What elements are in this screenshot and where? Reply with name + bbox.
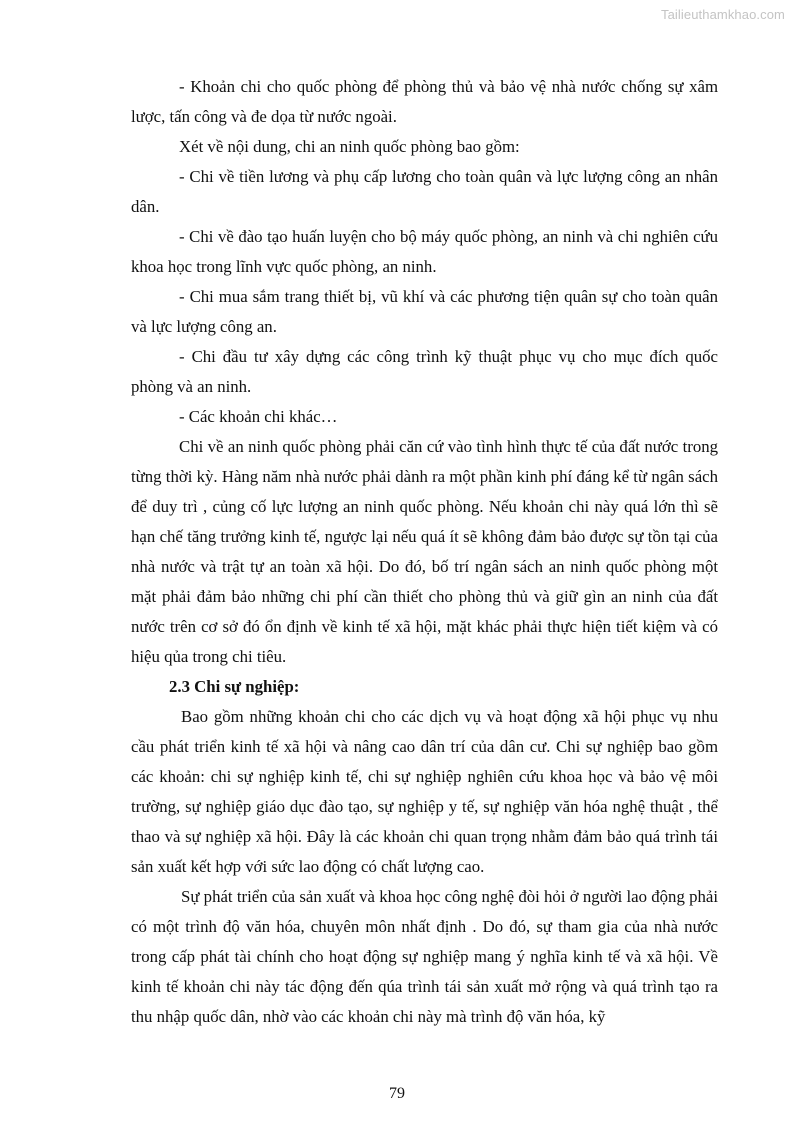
paragraph-development: Sự phát triển của sản xuất và khoa học công nghệ đòi hỏi ở người lao động phải có một trình độ văn hóa, chuyên môn nhất định . Do đó, sự tham gia của nhà nước trong cấp phát tài chính cho hoạt động sự nghiệp mang ý nghĩa kinh tế và xã hội. Về kinh tế khoản chi này tác động đến qúa trình tái sản xuất mở rộng và quá trình tạo ra thu nhập quốc dân, nhờ vào các khoản chi này mà trình độ văn hóa, kỹ <box>131 887 718 1026</box>
paragraph-defense-purpose: - Khoản chi cho quốc phòng để phòng thủ và bảo vệ nhà nước chống sự xâm lược, tấn công và đe dọa từ nước ngoài. <box>131 77 718 126</box>
paragraph-career-spending: Bao gồm những khoản chi cho các dịch vụ và hoạt động xã hội phục vụ nhu cầu phát triển kinh tế xã hội và nâng cao dân trí của dân cư. Chi sự nghiệp bao gồm các khoản: chi sự nghiệp kinh tế, chi sự nghiệp nghiên cứu khoa học và bảo vệ môi trường, sự nghiệp giáo dục đào tạo, sự nghiệp y tế, sự nghiệp văn hóa nghệ thuật , thể thao và sự nghiệp xã hội. Đây là các khoản chi quan trọng nhằm đảm bảo quá trình tái sản xuất kết hợp với sức lao động có chất lượng cao. <box>131 707 718 876</box>
paragraph-salary: - Chi về tiền lương và phụ cấp lương cho toàn quân và lực lượng công an nhân dân. <box>131 167 718 216</box>
paragraph-content-intro: Xét về nội dung, chi an ninh quốc phòng bao gồm: <box>179 137 520 156</box>
page-number: 79 <box>389 1085 405 1102</box>
paragraph-construction: - Chi đầu tư xây dựng các công trình kỹ thuật phục vụ cho mục đích quốc phòng và an ninh. <box>131 347 718 396</box>
paragraph-defense-budget: Chi về an ninh quốc phòng phải căn cứ vào tình hình thực tế của đất nước trong từng thời kỳ. Hàng năm nhà nước phải dành ra một phần kinh phí đáng kể từ ngân sách để duy trì , củng cố lực lượng an ninh quốc phòng. Nếu khoản chi này quá lớn thì sẽ hạn chế tăng trưởng kinh tế, ngược lại nếu quá ít sẽ không đảm bảo được sự tồn tại của nhà nước và trật tự an toàn xã hội. Do đó, bố trí ngân sách an ninh quốc phòng một mặt phải đảm bảo những chi phí cần thiết cho phòng thủ và giữ gìn an ninh của đất nước trên cơ sở đó ổn định về kinh tế xã hội, mặt khác phải thực hiện tiết kiệm và có hiệu qủa trong chi tiêu. <box>131 437 718 666</box>
paragraph-equipment: - Chi mua sắm trang thiết bị, vũ khí và các phương tiện quân sự cho toàn quân và lực lượng công an. <box>131 287 718 336</box>
page-body <box>131 72 718 1032</box>
watermark: Tailieuthamkhao.com <box>660 7 785 22</box>
paragraph-training: - Chi về đào tạo huấn luyện cho bộ máy quốc phòng, an ninh và chi nghiên cứu khoa học trong lĩnh vực quốc phòng, an ninh. <box>131 227 718 276</box>
paragraph-other: - Các khoản chi khác… <box>179 407 338 426</box>
section-heading: 2.3 Chi sự nghiệp: <box>169 677 300 696</box>
